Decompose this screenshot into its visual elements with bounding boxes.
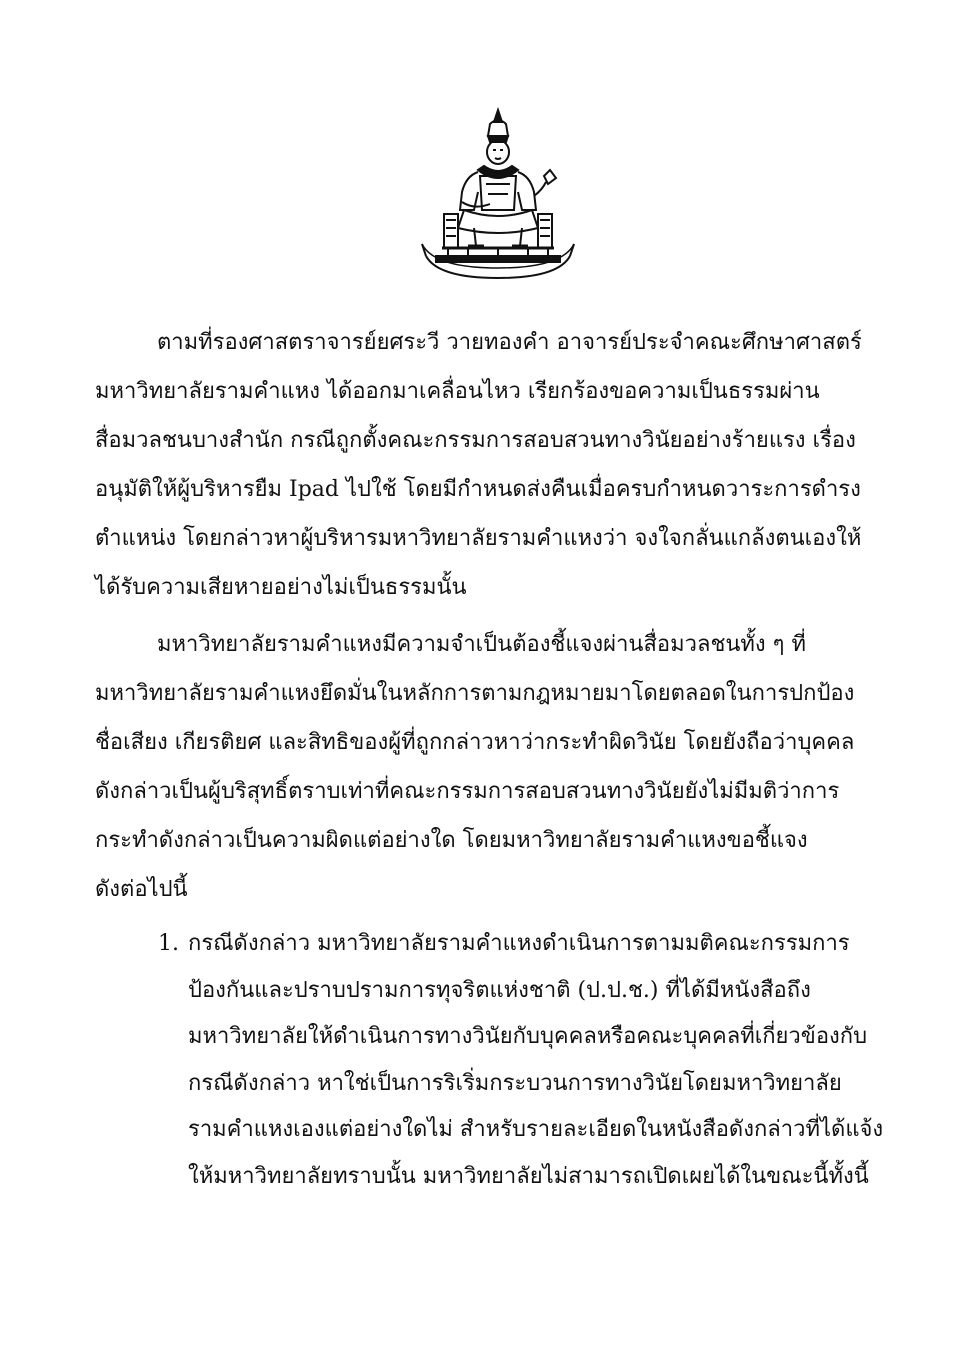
paragraph-2-line-4: ดังกล่าวเป็นผู้บริสุทธิ์ตราบเท่าที่คณะกรรมการสอบสวนทางวินัยยังไม่มีมติว่าการ xyxy=(95,779,840,804)
list-item-1-line-2: ป้องกันและปราบปรามการทุจริตแห่งชาติ (ป.ป.ช.) ที่ได้มีหนังสือถึง xyxy=(188,977,811,1003)
paragraph-1-line-1: ตามที่รองศาสตราจารย์ยศระวี วายทองคำ อาจารย์ประจำคณะศึกษาศาสตร์ xyxy=(157,330,862,355)
paragraph-2-line-1: มหาวิทยาลัยรามคำแหงมีความจำเป็นต้องชี้แจงผ่านสื่อมวลชนทั้ง ๆ ที่ xyxy=(157,632,806,657)
list-item-1 xyxy=(188,921,883,1200)
paragraph-2-line-2: มหาวิทยาลัยรามคำแหงยึดมั่นในหลักการตามกฎหมายมาโดยตลอดในการปกป้อง xyxy=(95,681,855,706)
paragraph-1 xyxy=(95,318,865,612)
paragraph-2 xyxy=(95,620,865,914)
paragraph-2-line-6: ดังต่อไปนี้ xyxy=(95,877,188,902)
paragraph-2-line-5: กระทำดังกล่าวเป็นความผิดแต่อย่างใด โดยมหาวิทยาลัยรามคำแหงขอชี้แจง xyxy=(95,828,808,853)
ramkhamhaeng-seal-icon xyxy=(418,106,578,281)
list-item-1-line-4: กรณีดังกล่าว หาใช่เป็นการริเริ่มกระบวนการทางวินัยโดยมหาวิทยาลัย xyxy=(188,1070,842,1096)
paragraph-1-line-4: อนุมัติให้ผู้บริหารยืม Ipad ไปใช้ โดยมีกำหนดส่งคืนเมื่อครบกำหนดวาระการดำรง xyxy=(95,477,861,502)
list-item-1-line-3: มหาวิทยาลัยให้ดำเนินการทางวินัยกับบุคคลหรือคณะบุคคลที่เกี่ยวข้องกับ xyxy=(188,1024,868,1049)
list-item-1-line-1: กรณีดังกล่าว มหาวิทยาลัยรามคำแหงดำเนินการตามมติคณะกรรมการ xyxy=(188,931,850,956)
paragraph-2-line-3: ชื่อเสียง เกียรติยศ และสิทธิของผู้ที่ถูกกล่าวหาว่ากระทำผิดวินัย โดยยังถือว่าบุคคล xyxy=(95,730,855,755)
paragraph-1-line-3: สื่อมวลชนบางสำนัก กรณีถูกตั้งคณะกรรมการสอบสวนทางวินัยอย่างร้ายแรง เรื่อง xyxy=(95,428,856,453)
list-item-1-line-6: ให้มหาวิทยาลัยทราบนั้น มหาวิทยาลัยไม่สามารถเปิดเผยได้ในขณะนี้ทั้งนี้ xyxy=(188,1163,869,1189)
paragraph-1-line-6: ได้รับความเสียหายอย่างไม่เป็นธรรมนั้น xyxy=(95,575,467,600)
paragraph-1-line-2: มหาวิทยาลัยรามคำแหง ได้ออกมาเคลื่อนไหว เรียกร้องขอความเป็นธรรมผ่าน xyxy=(95,379,820,404)
paragraph-1-line-5: ตำแหน่ง โดยกล่าวหาผู้บริหารมหาวิทยาลัยรามคำแหงว่า จงใจกลั่นแกล้งตนเองให้ xyxy=(95,526,862,551)
list-item-1-line-5: รามคำแหงเองแต่อย่างใดไม่ สำหรับรายละเอียดในหนังสือดังกล่าวที่ได้แจ้ง xyxy=(188,1117,884,1142)
list-item-1-number: 1. xyxy=(158,931,179,956)
